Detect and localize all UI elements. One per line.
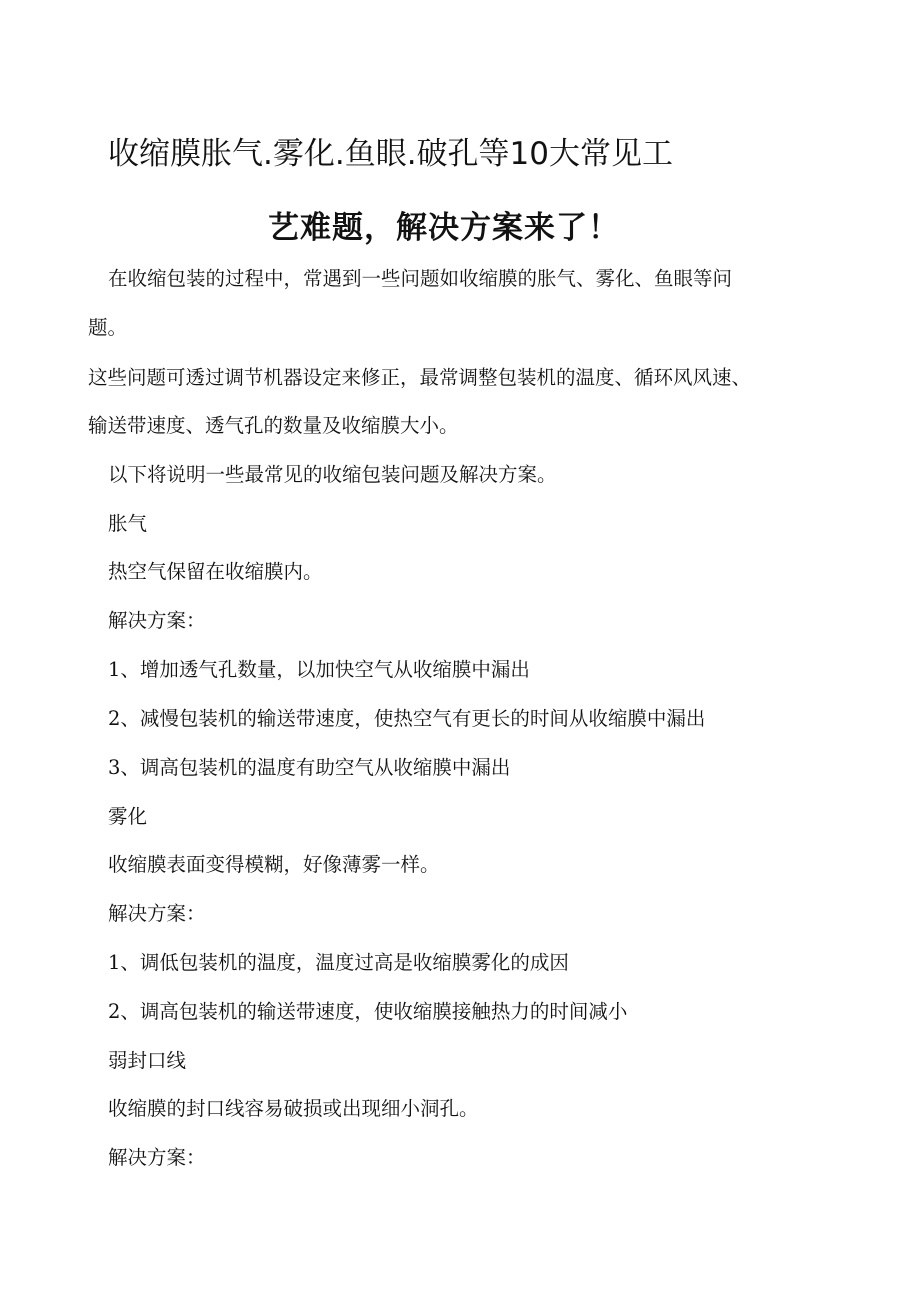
- section-heading-bloating: 胀气: [108, 512, 148, 535]
- solution-label-fogging: 解决方案：: [108, 902, 206, 925]
- solution-item: 3、调高包装机的温度有助空气从收缩膜中漏出: [108, 756, 511, 779]
- solution-label-bloating: 解决方案：: [108, 609, 206, 632]
- document-title-line-1: 收缩膜胀气.雾化.鱼眼.破孔等10大常见工: [108, 136, 674, 172]
- intro-paragraph-line-1: 在收缩包装的过程中，常遇到一些问题如收缩膜的胀气、雾化、鱼眼等问: [108, 267, 733, 290]
- section-description-fogging: 收缩膜表面变得模糊，好像薄雾一样。: [108, 853, 440, 876]
- solution-item: 1、调低包装机的温度，温度过高是收缩膜雾化的成因: [108, 951, 569, 974]
- solution-item: 2、减慢包装机的输送带速度，使热空气有更长的时间从收缩膜中漏出: [108, 707, 706, 730]
- solution-label-weak-seal: 解决方案：: [108, 1146, 206, 1169]
- solution-item: 2、调高包装机的输送带速度，使收缩膜接触热力的时间减小: [108, 1000, 628, 1023]
- section-description-weak-seal: 收缩膜的封口线容易破损或出现细小洞孔。: [108, 1097, 479, 1120]
- document-title-line-2: 艺难题，解决方案来了！: [268, 210, 620, 246]
- overview-paragraph: 以下将说明一些最常见的收缩包装问题及解决方案。: [108, 463, 557, 486]
- intro-paragraph-line-2: 题。: [88, 316, 128, 339]
- section-description-bloating: 热空气保留在收缩膜内。: [108, 560, 323, 583]
- adjustment-paragraph-line-1: 这些问题可透过调节机器设定来修正，最常调整包装机的温度、循环风风速、: [88, 366, 752, 389]
- solution-item: 1、增加透气孔数量，以加快空气从收缩膜中漏出: [108, 658, 530, 681]
- section-heading-weak-seal: 弱封口线: [108, 1049, 187, 1072]
- adjustment-paragraph-line-2: 输送带速度、透气孔的数量及收缩膜大小。: [88, 414, 459, 437]
- section-heading-fogging: 雾化: [108, 805, 148, 828]
